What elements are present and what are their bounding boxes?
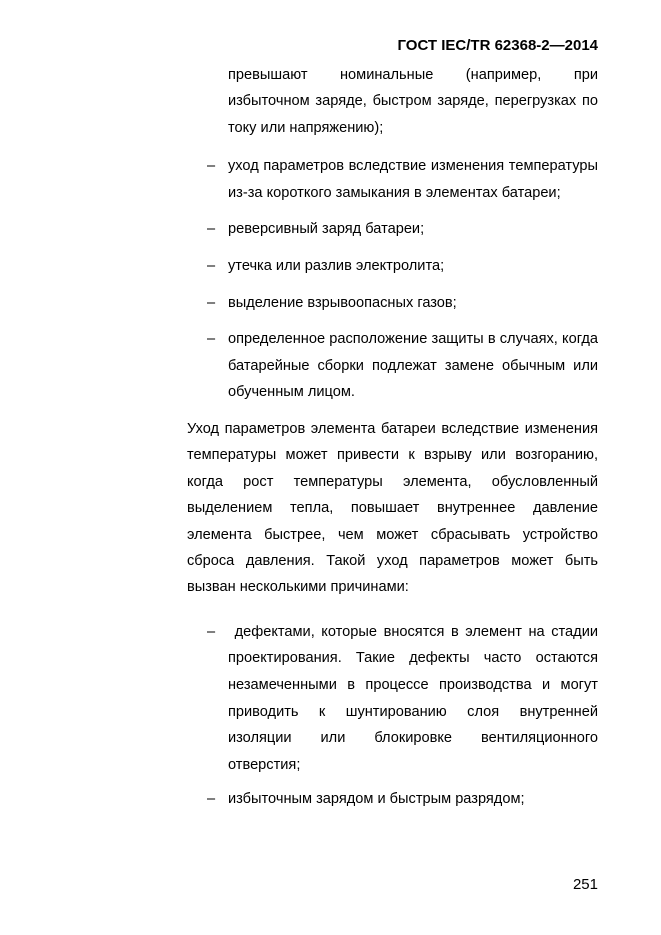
list-item-text: реверсивный заряд батареи; — [228, 221, 425, 238]
hazard-list — [187, 153, 598, 406]
list-item-text: определенное расположение защиты в случаях, когда батарейные сборки подлежат замене обычным или обученным лицом. — [228, 331, 598, 401]
list-item — [187, 326, 598, 406]
page-content — [187, 62, 603, 821]
list-dash: – — [207, 623, 216, 640]
list-item-text: утечка или разлив электролита; — [228, 258, 445, 274]
continued-list-item: превышают номинальные (например, при избыточном заряде, быстром заряде, перегрузках по току или напряжению); — [228, 67, 598, 136]
list-item-text: избыточным зарядом и быстрым разрядом; — [228, 791, 525, 808]
document-header: ГОСТ IEC/TR 62368-2—2014 — [397, 37, 598, 54]
list-dash: – — [207, 158, 216, 175]
list-item — [187, 153, 598, 206]
list-item — [187, 619, 603, 779]
list-dash: – — [207, 294, 216, 311]
list-dash: – — [207, 331, 216, 348]
list-dash: – — [207, 258, 216, 274]
list-dash: – — [207, 791, 216, 808]
list-item — [187, 290, 598, 317]
list-item-text: выделение взрывоопасных газов; — [228, 294, 457, 311]
causes-list — [187, 619, 603, 813]
list-item-text: уход параметров вследствие изменения температуры из-за короткого замыкания в элементах батареи; — [228, 158, 598, 201]
list-item — [187, 253, 598, 280]
list-item — [187, 216, 598, 243]
page-number: 251 — [572, 876, 598, 893]
list-dash: – — [207, 221, 216, 238]
list-item — [187, 786, 598, 813]
body-paragraph: Уход параметров элемента батареи вследствие изменения температуры может привести к взрыву или возгоранию, когда рост температуры элемента, обусловленный выделением тепла, повышает внутреннее давление элемента быстрее, чем может сбрасывать устройство сброса давления. Такой уход параметров может быть вызван несколькими причинами: — [187, 420, 598, 596]
list-item-text: дефектами, которые вносятся в элемент на стадии проектирования. Такие дефекты часто остаются незамеченными в процессе производства и могут приводить к шунтированию слоя внутренней изоляции или блокировке вентиляционного отверстия; — [228, 623, 603, 773]
